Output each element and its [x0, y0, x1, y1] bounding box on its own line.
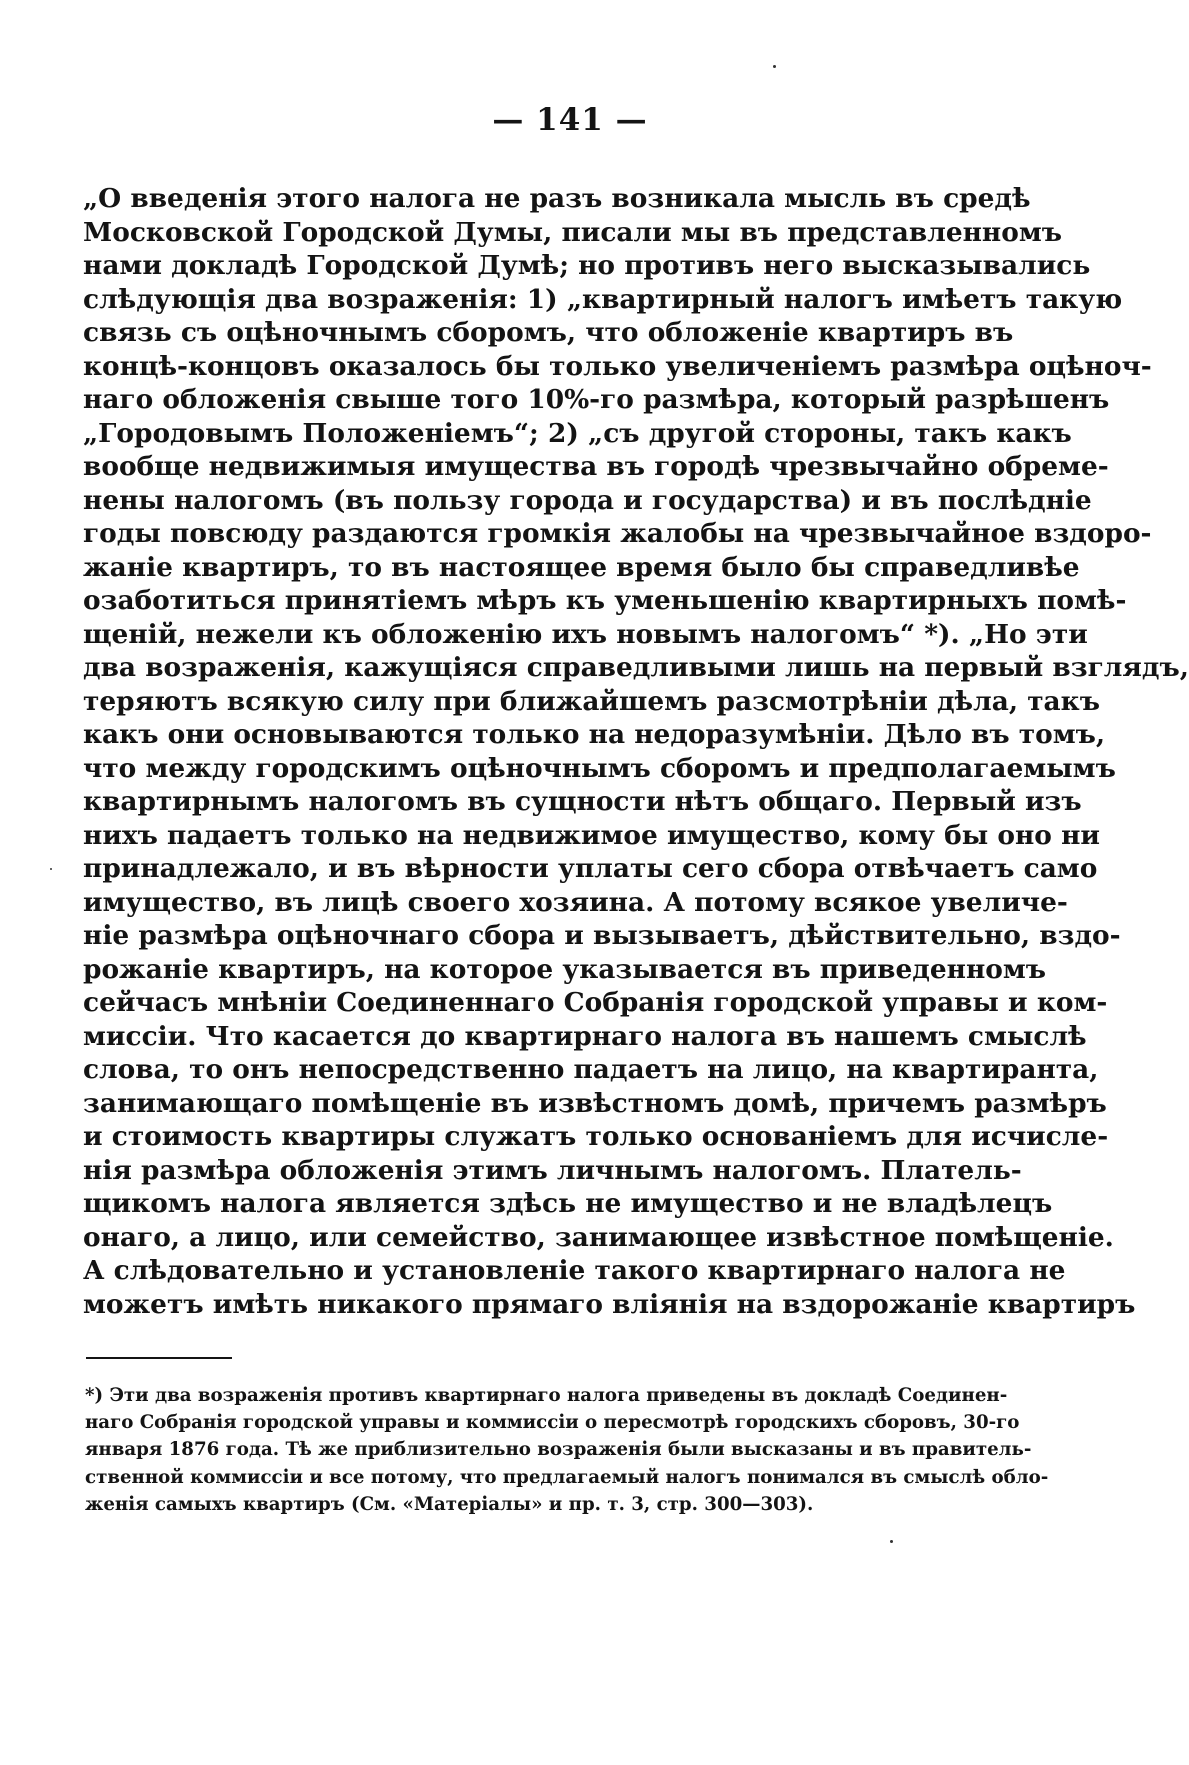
body-line: концѣ-концовъ оказалось бы только увеличеніемъ размѣра оцѣноч-	[83, 350, 1152, 382]
body-line: щеній, нежели къ обложенію ихъ новымъ налогомъ“ *). „Но эти	[83, 618, 1088, 650]
footnote-divider	[86, 1357, 232, 1359]
body-line: нихъ падаетъ только на недвижимое имущество, кому бы оно ни	[83, 819, 1100, 851]
body-line: слѣдующія два возраженія: 1) „квартирный налогъ имѣетъ такую	[83, 283, 1123, 315]
body-text	[83, 182, 1189, 1321]
footnote-line: *) Эти два возраженія противъ квартирнаго налога приведены въ докладѣ Соединен-	[85, 1385, 1008, 1406]
body-line: наго обложенія свыше того 10%-го размѣра, который разрѣшенъ	[83, 384, 1110, 415]
body-line: ніе размѣра оцѣночнаго сбора и вызываетъ, дѣйствительно, вздо-	[83, 920, 1121, 951]
body-line: онаго, а лицо, или семейство, занимающее извѣстное помѣщеніе.	[83, 1221, 1114, 1253]
body-line: озаботиться принятіемъ мѣръ къ уменьшенію квартирныхъ помѣ-	[83, 585, 1127, 616]
body-line: нами докладѣ Городской Думѣ; но противъ него высказывались	[83, 250, 1091, 281]
body-line: принадлежало, и въ вѣрности уплаты сего сбора отвѣчаетъ само	[83, 853, 1098, 884]
body-line: связь съ оцѣночнымъ сборомъ, что обложеніе квартиръ въ	[83, 317, 1014, 348]
body-line: что между городскимъ оцѣночнымъ сборомъ и предполагаемымъ	[83, 752, 1116, 784]
body-line: можетъ имѣть никакого прямаго вліянія на вздорожаніе квартиръ	[83, 1288, 1136, 1320]
footnote-line: наго Собранія городской управы и коммиссіи о пересмотрѣ городскихъ сборовъ, 30-го	[85, 1412, 1020, 1434]
page-number: — 141 —	[492, 102, 648, 138]
body-line: „О введенія этого налога не разъ возникала мысль въ средѣ	[83, 183, 1031, 214]
body-line: два возраженія, кажущіяся справедливыми лишь на первый взглядъ,	[83, 652, 1189, 683]
footnote-line: января 1876 года. Тѣ же приблизительно возраженія были высказаны и въ правитель-	[85, 1439, 1032, 1461]
footnote	[85, 1382, 1049, 1518]
body-line: годы повсюду раздаются громкія жалобы на чрезвычайное вздоро-	[83, 518, 1152, 549]
body-line: Московской Городской Думы, писали мы въ представленномъ	[83, 216, 1063, 248]
body-line: „Городовымъ Положеніемъ“; 2) „съ другой стороны, такъ какъ	[83, 417, 1072, 449]
scan-speck	[890, 1540, 893, 1543]
body-line: сейчасъ мнѣніи Соединеннаго Собранія городской управы и ком-	[83, 987, 1108, 1018]
body-line: рожаніе квартиръ, на которое указывается въ приведенномъ	[83, 953, 1047, 985]
scan-speck	[50, 868, 52, 870]
body-line: слова, то онъ непосредственно падаетъ на лицо, на квартиранта,	[83, 1054, 1099, 1085]
footnote-line: женія самыхъ квартиръ (См. «Матеріалы» и пр. т. 3, стр. 300—303).	[85, 1493, 814, 1515]
footnote-line: ственной коммиссіи и все потому, что предлагаемый налогъ понимался въ смыслѣ обло-	[85, 1466, 1049, 1488]
body-line: вообще недвижимыя имущества въ городѣ чрезвычайно обреме-	[83, 451, 1109, 482]
body-line: занимающаго помѣщеніе въ извѣстномъ домѣ, причемъ размѣръ	[83, 1087, 1107, 1119]
body-line: квартирнымъ налогомъ въ сущности нѣтъ общаго. Первый изъ	[83, 786, 1082, 817]
body-line: нены налогомъ (въ пользу города и государства) и въ послѣдніе	[83, 484, 1092, 516]
body-line: А слѣдовательно и установленіе такого квартирнаго налога не	[83, 1255, 1066, 1286]
body-line: какъ они основываются только на недоразумѣніи. Дѣло въ томъ,	[83, 719, 1106, 750]
scan-speck	[773, 65, 776, 68]
body-line: имущество, въ лицѣ своего хозяина. А потому всякое увеличе-	[83, 886, 1068, 918]
body-line: щикомъ налога является здѣсь не имущество и не владѣлецъ	[83, 1188, 1053, 1219]
body-line: и стоимость квартиры служатъ только основаніемъ для исчисле-	[83, 1121, 1109, 1152]
body-line: нія размѣра обложенія этимъ личнымъ налогомъ. Платель-	[83, 1154, 1022, 1186]
body-line: теряютъ всякую силу при ближайшемъ разсмотрѣніи дѣла, такъ	[83, 685, 1100, 717]
body-line: жаніе квартиръ, то въ настоящее время было бы справедливѣе	[83, 551, 1080, 583]
body-line: миссіи. Что касается до квартирнаго налога въ нашемъ смыслѣ	[83, 1020, 1087, 1052]
